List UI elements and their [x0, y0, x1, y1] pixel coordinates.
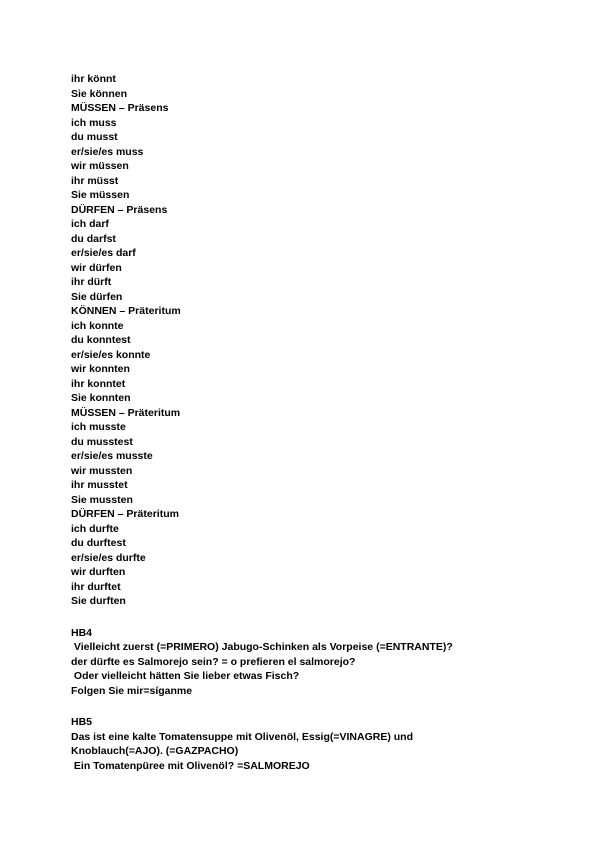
text-line: Oder vielleicht hätten Sie lieber etwas Fisch?: [71, 670, 300, 682]
text-line: ich darf: [71, 218, 109, 230]
text-line: Sie können: [71, 87, 128, 100]
text-line: ich musste: [71, 421, 126, 433]
text-line: Das ist eine kalte Tomatensuppe mit Olivenöl, Essig(=VINAGRE) und: [71, 730, 414, 743]
text-line: Sie dürfen: [71, 290, 123, 303]
text-line: wir konnten: [71, 363, 130, 375]
text-line: ihr musstet: [71, 479, 128, 491]
text-line: Ein Tomatenpüree mit Olivenöl? =SALMOREJO: [71, 759, 310, 772]
text-line: Sie mussten: [71, 493, 133, 506]
text-line: er/sie/es durfte: [71, 551, 146, 564]
text-line: wir dürfen: [71, 261, 122, 274]
conjugation-list: [71, 72, 571, 609]
text-line: wir mussten: [71, 464, 133, 477]
text-line: er/sie/es konnte: [71, 348, 151, 361]
text-line: ich konnte: [71, 319, 124, 332]
text-line: er/sie/es musste: [71, 450, 153, 462]
hb5-section: [71, 715, 571, 773]
section-heading: DÜRFEN – Präsens: [71, 203, 168, 216]
text-line: Knoblauch(=AJO). (=GAZPACHO): [71, 745, 239, 757]
text-line: wir durften: [71, 566, 126, 578]
text-line: du durftest: [71, 537, 126, 549]
text-line: ich muss: [71, 116, 117, 129]
hb5-heading: HB5: [71, 716, 93, 728]
text-line: Vielleicht zuerst (=PRIMERO) Jabugo-Schinken als Vorpeise (=ENTRANTE)?: [71, 641, 453, 653]
text-line: du musst: [71, 131, 118, 143]
document-content: [71, 72, 571, 773]
text-line: ihr durftet: [71, 580, 121, 593]
text-line: du konntest: [71, 334, 131, 346]
text-line: ihr müsst: [71, 174, 119, 187]
text-line: Folgen Sie mir=síganme: [71, 684, 193, 697]
text-line: der dürfte es Salmorejo sein? = o prefieren el salmorejo?: [71, 655, 356, 668]
hb4-section: [71, 626, 571, 699]
section-heading: KÖNNEN – Präteritum: [71, 305, 181, 317]
section-heading: MÜSSEN – Präsens: [71, 102, 169, 114]
text-line: wir müssen: [71, 160, 129, 172]
section-heading: MÜSSEN – Präteritum: [71, 406, 181, 419]
paragraph-gap: [71, 698, 571, 715]
text-line: er/sie/es muss: [71, 145, 144, 158]
text-line: du darfst: [71, 232, 116, 245]
text-line: Sie durften: [71, 595, 126, 607]
text-line: er/sie/es darf: [71, 247, 136, 259]
paragraph-gap: [71, 609, 571, 626]
text-line: ich durfte: [71, 522, 119, 535]
text-line: Sie müssen: [71, 189, 130, 201]
section-heading: DÜRFEN – Präteritum: [71, 508, 179, 520]
hb4-heading: HB4: [71, 626, 93, 639]
text-line: Sie konnten: [71, 392, 131, 404]
text-line: ihr konntet: [71, 377, 126, 390]
text-line: ihr dürft: [71, 276, 112, 288]
text-line: du musstest: [71, 435, 133, 448]
text-line: ihr könnt: [71, 73, 116, 85]
